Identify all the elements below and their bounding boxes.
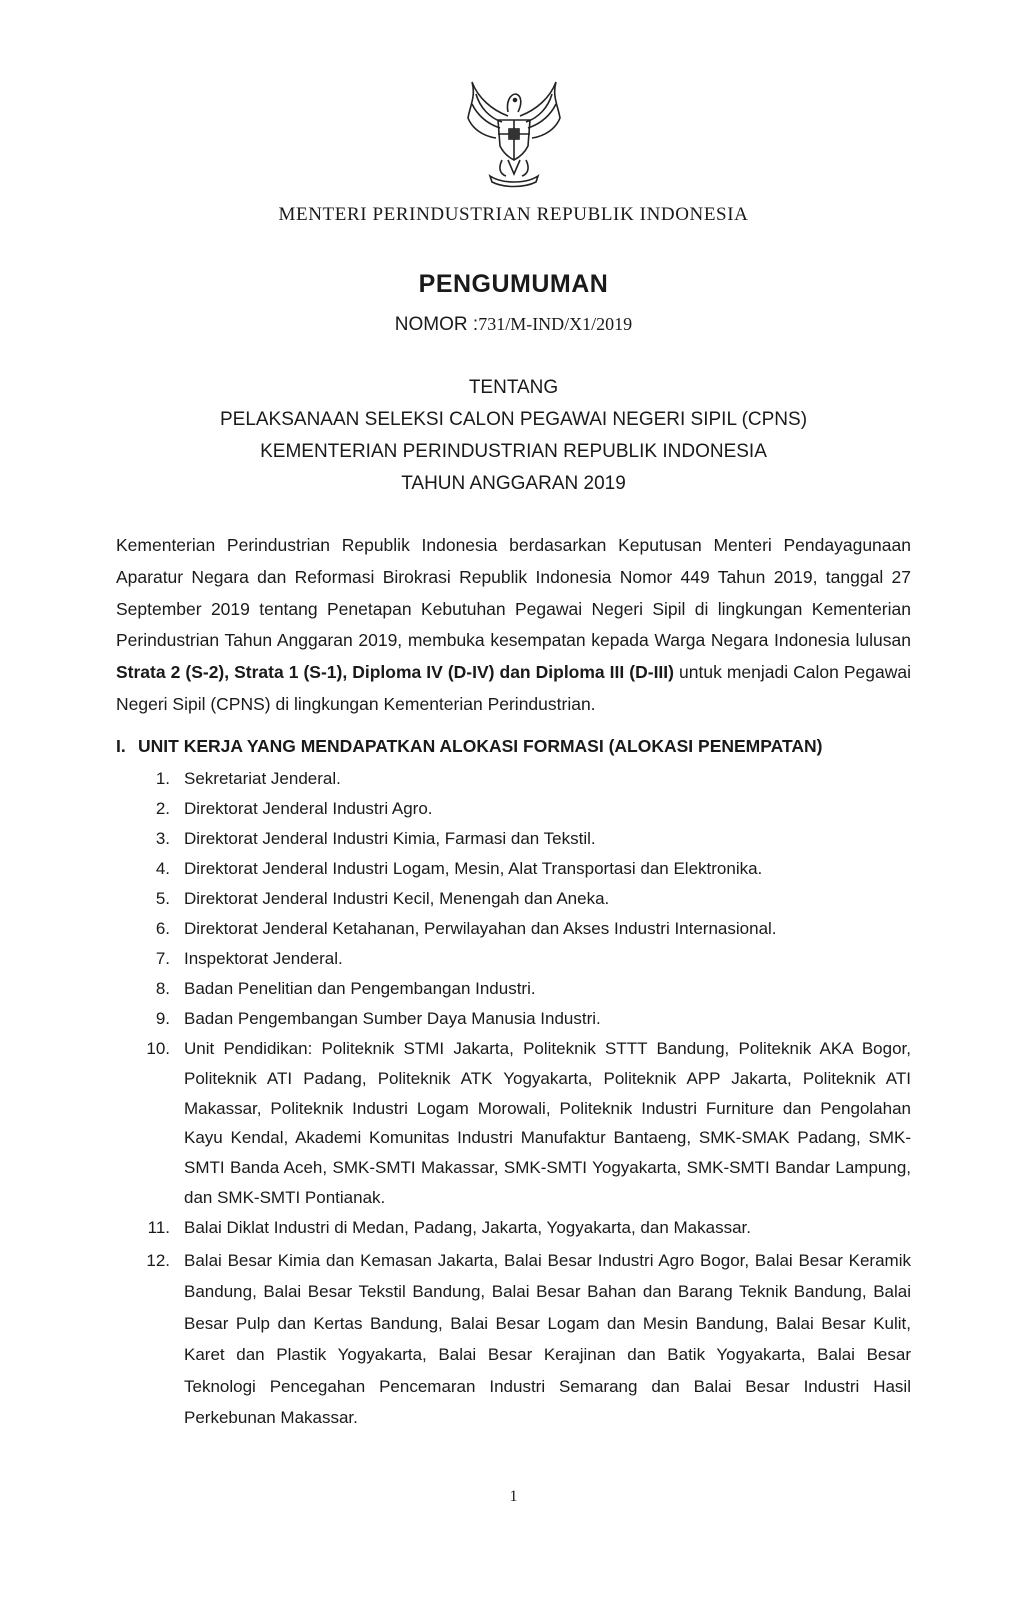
list-item-text: Inspektorat Jenderal. (184, 949, 343, 968)
subject-line: KEMENTERIAN PERINDUSTRIAN REPUBLIK INDONESIA (260, 441, 767, 462)
nomor-value: 731/M-IND/X1/2019 (478, 314, 633, 334)
section-heading (116, 736, 822, 757)
list-item-text: Direktorat Jenderal Industri Agro. (184, 799, 433, 818)
list-item-number: 9. (155, 1009, 170, 1028)
list-item-text: Direktorat Jenderal Industri Logam, Mesin, Alat Transportasi dan Elektronika. (184, 859, 763, 878)
list-item-text: Balai Besar Kimia dan Kemasan Jakarta, Balai Besar Industri Agro Bogor, Balai Besar Keramik Bandung, Balai Besar Tekstil Bandung, Balai Besar Bahan dan Barang Teknik Bandung, Balai Besar Pulp dan Kertas Bandung, Balai Besar Logam dan Mesin Bandung, Balai Besar Kulit, Karet dan Plastik Yogyakarta, Balai Besar Kerajinan dan Batik Yogyakarta, Balai Besar Teknologi Pencegahan Pencemaran Industri Semarang dan Balai Besar Industri Hasil Perkebunan Makassar. (184, 1250, 911, 1428)
list-item-text: Balai Diklat Industri di Medan, Padang, Jakarta, Yogyakarta, dan Makassar. (184, 1217, 751, 1237)
list-item-number: 10. (146, 1039, 170, 1058)
document-subject (0, 372, 1027, 500)
list-item-text: Direktorat Jenderal Industri Kecil, Menengah dan Aneka. (184, 889, 610, 908)
subject-line: TENTANG (468, 377, 559, 398)
list-item (116, 1034, 911, 1213)
list-item-number: 11. (147, 1217, 170, 1237)
list-item (116, 884, 911, 914)
list-item-number: 7. (155, 949, 170, 968)
list-item (116, 824, 911, 854)
list-item (116, 944, 911, 974)
list-item (116, 854, 911, 884)
section-heading-text: UNIT KERJA YANG MENDAPATKAN ALOKASI FORMASI (ALOKASI PENEMPATAN) (138, 736, 823, 756)
intro-text: Kementerian Perindustrian Republik Indonesia berdasarkan Keputusan Menteri Pendayagunaan Aparatur Negara dan Reformasi Birokrasi Republik Indonesia Nomor 449 Tahun 2019, tanggal 27 September 2019 tentang Penetapan Kebutuhan Pegawai Negeri Sipil di lingkungan Kementerian Perindustrian Tahun Anggaran 2019, membuka kesempatan kepada Warga Negara Indonesia lulusan (116, 535, 911, 651)
subject-line: PELAKSANAAN SELEKSI CALON PEGAWAI NEGERI SIPIL (CPNS) (219, 409, 808, 430)
section-numeral: I. (116, 736, 126, 756)
list-item-number: 4. (155, 859, 170, 878)
intro-text: untuk menjadi Calon Pegawai Negeri Sipil (CPNS) di lingkungan Kementerian Perindustrian. (116, 662, 911, 714)
document-title: PENGUMUMAN (418, 270, 609, 298)
document-number (0, 314, 1027, 336)
list-item-text: Unit Pendidikan: Politeknik STMI Jakarta, Politeknik STTT Bandung, Politeknik AKA Bogor, Politeknik ATI Padang, Politeknik ATK Yogyakarta, Politeknik APP Jakarta, Politeknik ATI Makassar, Politeknik Industri Logam Morowali, Politeknik Industri Furniture dan Pengolahan Kayu Kendal, Akademi Komunitas Industri Manufaktur Bantaeng, SMK-SMAK Padang, SMK-SMTI Banda Aceh, SMK-SMTI Makassar, SMK-SMTI Yogyakarta, SMK-SMTI Bandar Lampung, dan SMK-SMTI Pontianak. (184, 1039, 911, 1207)
intro-paragraph (116, 530, 911, 721)
list-item-number: 12. (146, 1250, 170, 1270)
list-item-text: Direktorat Jenderal Industri Kimia, Farmasi dan Tekstil. (184, 829, 596, 848)
ministry-heading: MENTERI PERINDUSTRIAN REPUBLIK INDONESIA (278, 204, 749, 225)
list-item-number: 2. (155, 799, 170, 818)
nomor-label: NOMOR : (394, 314, 479, 335)
garuda-emblem-icon (462, 76, 566, 188)
intro-bold-text: Strata 2 (S-2), Strata 1 (S-1), Diploma IV (D-IV) dan Diploma III (D-III) (116, 662, 674, 683)
list-item-number: 8. (155, 979, 170, 998)
list-item-number: 6. (155, 919, 170, 938)
page-number: 1 (509, 1488, 518, 1505)
list-item-text: Badan Penelitian dan Pengembangan Industri. (184, 979, 536, 998)
list-item (116, 914, 911, 944)
list-item (116, 794, 911, 824)
list-item (116, 974, 911, 1004)
list-item-number: 5. (155, 889, 170, 908)
work-unit-list (116, 764, 911, 1434)
list-item-number: 1. (155, 769, 170, 788)
list-item-text: Sekretariat Jenderal. (184, 769, 341, 788)
list-item (116, 1245, 911, 1434)
list-item-text: Badan Pengembangan Sumber Daya Manusia Industri. (184, 1009, 601, 1028)
list-item-number: 3. (155, 829, 170, 848)
list-item (116, 1213, 911, 1243)
list-item (116, 1004, 911, 1034)
list-item (116, 764, 911, 794)
list-item-text: Direktorat Jenderal Ketahanan, Perwilayahan dan Akses Industri Internasional. (184, 919, 777, 938)
subject-line: TAHUN ANGGARAN 2019 (401, 473, 626, 494)
